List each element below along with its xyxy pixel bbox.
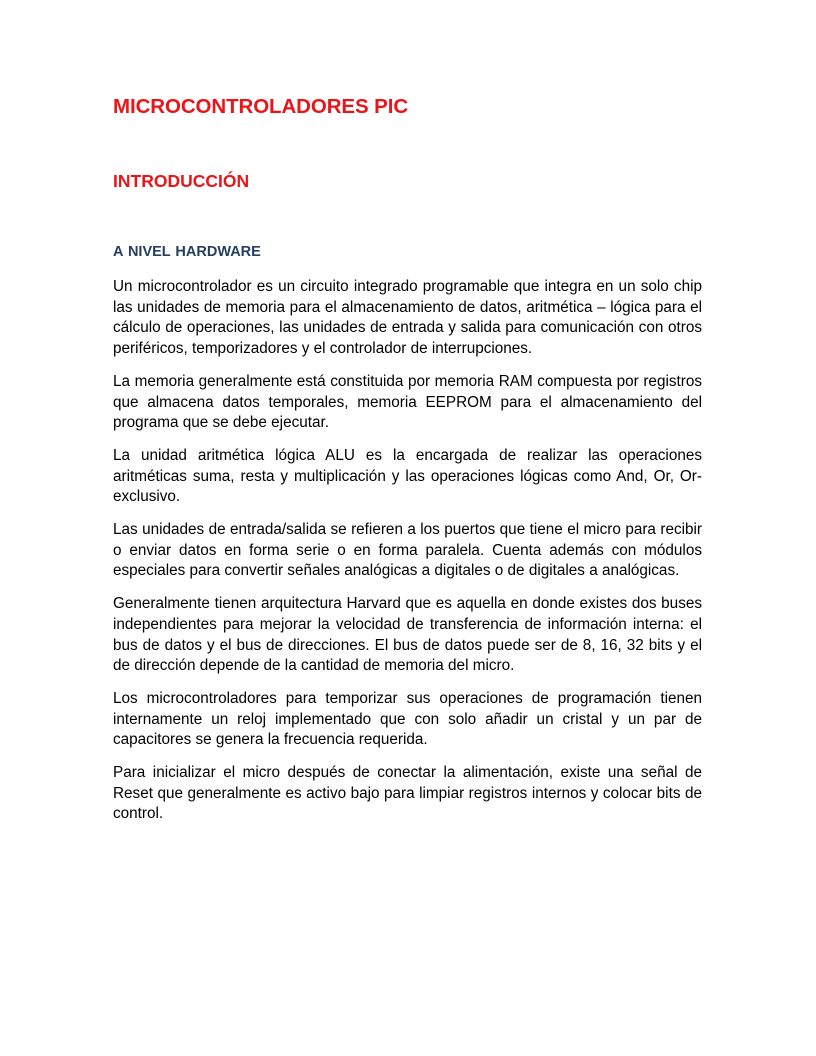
paragraph-reset: Para inicializar el micro después de conectar la alimentación, existe una señal de Reset que generalmente es activo bajo para limpiar registros internos y colocar bits de control. bbox=[113, 764, 702, 823]
paragraph-entrada-salida: Las unidades de entrada/salida se refieren a los puertos que tiene el micro para recibir o enviar datos en forma serie o en forma paralela. Cuenta además con módulos especiales para convertir señales analógicas a digitales o de digitales a analógicas. bbox=[113, 521, 702, 580]
document-page bbox=[113, 93, 702, 837]
paragraph-alu: La unidad aritmética lógica ALU es la encargada de realizar las operaciones aritméticas suma, resta y multiplicación y las operaciones lógicas como And, Or, Or- exclusivo. bbox=[113, 446, 702, 506]
paragraph-memoria: La memoria generalmente está constituida por memoria RAM compuesta por registros que almacena datos temporales, memoria EEPROM para el almacenamiento del programa que se debe ejecutar. bbox=[113, 372, 702, 432]
document-title: MICROCONTROLADORES PIC bbox=[113, 95, 409, 118]
section-title-introduccion: INTRODUCCIÓN bbox=[113, 171, 250, 191]
paragraph-reloj: Los microcontroladores para temporizar sus operaciones de programación tienen internamente un reloj implementado que con solo añadir un cristal y un par de capacitores se genera la frecuencia requerida. bbox=[113, 689, 702, 749]
paragraph-microcontrolador: Un microcontrolador es un circuito integrado programable que integra en un solo chip las unidades de memoria para el almacenamiento de datos, aritmética – lógica para el cálculo de operaciones, las unidades de entrada y salida para comunicación con otros periféricos, temporizadores y el controlador de interrupciones. bbox=[113, 278, 702, 358]
subsection-title-nivel-hardware: A NIVEL HARDWARE bbox=[113, 244, 261, 260]
body-text bbox=[113, 277, 702, 825]
paragraph-arquitectura-harvard: Generalmente tienen arquitectura Harvard que es aquella en donde existes dos buses independientes para mejorar la velocidad de transferencia de información interna: el bus de datos y el bus de direcciones. El bus de datos puede ser de 8, 16, 32 bits y el de dirección depende de la cantidad de memoria del micro. bbox=[113, 595, 702, 675]
